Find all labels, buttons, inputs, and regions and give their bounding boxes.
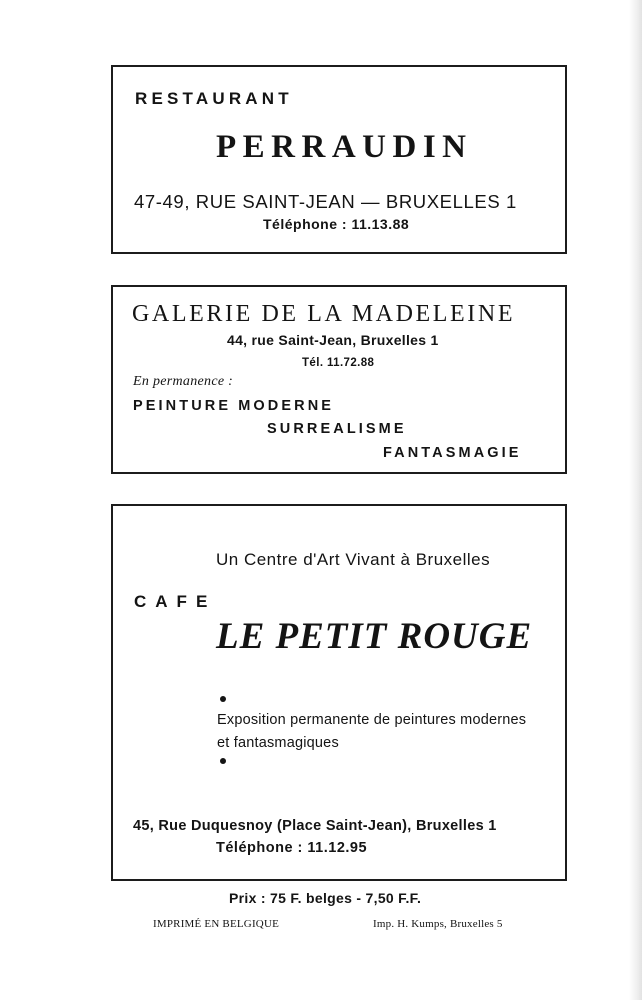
gallery-line-surrealisme: SURREALISME: [267, 421, 407, 437]
cafe-name: LE PETIT ROUGE: [216, 616, 533, 657]
gallery-name: GALERIE DE LA MADELEINE: [132, 301, 516, 327]
cafe-tagline: Un Centre d'Art Vivant à Bruxelles: [216, 550, 491, 569]
gallery-line-peinture: PEINTURE MODERNE: [133, 398, 335, 414]
bullet-dot: [220, 758, 226, 764]
restaurant-ad: [111, 65, 567, 254]
gallery-address: 44, rue Saint-Jean, Bruxelles 1: [227, 332, 439, 348]
cafe-label: CAFE: [134, 592, 217, 611]
bullet-dot: [220, 696, 226, 702]
gallery-telephone: Tél. 11.72.88: [302, 357, 375, 369]
page-edge-shadow: [629, 0, 642, 1000]
gallery-ad: [111, 285, 567, 474]
cafe-ad: [111, 504, 567, 881]
gallery-line-fantasmagie: FANTASMAGIE: [383, 445, 522, 461]
cafe-exposition-line2: et fantasmagiques: [217, 735, 339, 751]
restaurant-telephone: Téléphone : 11.13.88: [263, 216, 410, 232]
restaurant-label: RESTAURANT: [135, 89, 293, 108]
cafe-exposition-line1: Exposition permanente de peintures modernes: [217, 712, 527, 728]
printer-line: Imp. H. Kumps, Bruxelles 5: [373, 918, 503, 930]
restaurant-address: 47-49, RUE SAINT-JEAN — BRUXELLES 1: [134, 191, 517, 212]
cafe-address: 45, Rue Duquesnoy (Place Saint-Jean), Bruxelles 1: [133, 818, 497, 834]
price-line: Prix : 75 F. belges - 7,50 F.F.: [229, 890, 422, 906]
printed-in-line: IMPRIMÉ EN BELGIQUE: [153, 918, 280, 930]
restaurant-name: PERRAUDIN: [216, 129, 473, 165]
gallery-permanence-label: En permanence :: [133, 374, 234, 389]
cafe-telephone: Téléphone : 11.12.95: [216, 840, 368, 856]
